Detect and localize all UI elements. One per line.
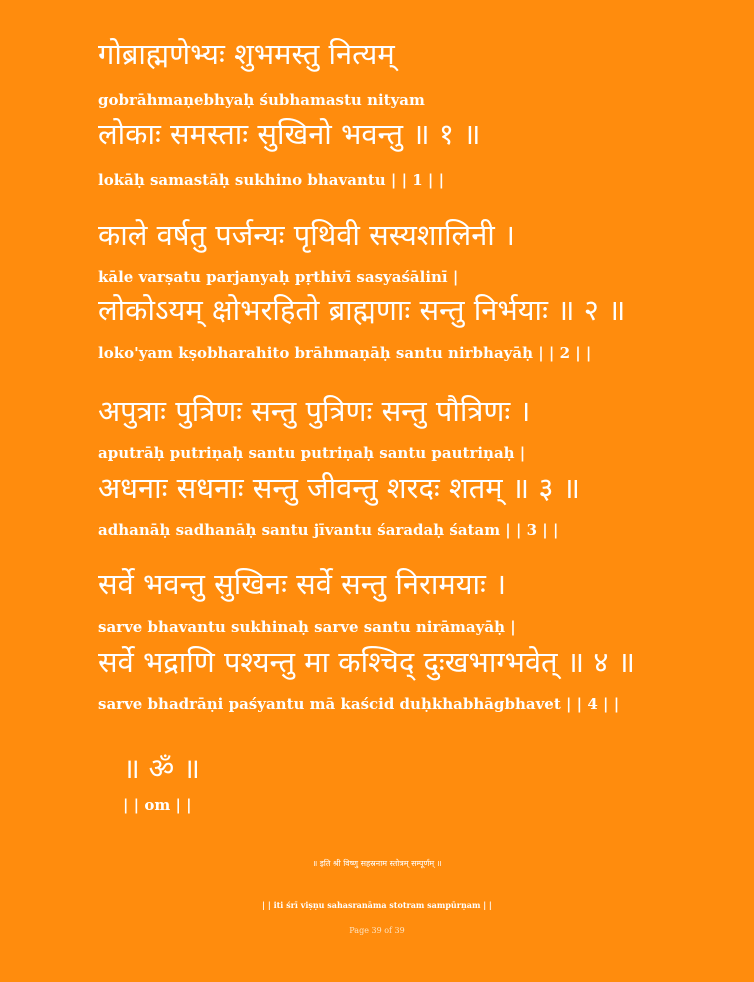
om-devanagari: ॥ ॐ ॥ xyxy=(123,752,200,785)
verse-2-transliteration-line-2: loko'yam kṣobharahito brāhmaṇāḥ santu nirbhayāḥ | | 2 | | xyxy=(98,344,592,362)
verse-4-devanagari-line-1: सर्वे भवन्तु सुखिनः सर्वे सन्तु निरामयाः । xyxy=(98,567,507,601)
verse-2-transliteration-line-1: kāle varṣatu parjanyaḥ pṛthivī sasyaśālinī | xyxy=(98,268,459,286)
closing-transliteration: | | iti śrī viṣṇu sahasranāma stotram sampūrṇam | | xyxy=(262,900,492,910)
verse-1-devanagari-line-1: गोब्राह्मणेभ्यः शुभमस्तु नित्यम् xyxy=(98,37,395,71)
verse-3-devanagari-line-1: अपुत्राः पुत्रिणः सन्तु पुत्रिणः सन्तु पौत्रिणः । xyxy=(98,394,531,428)
closing-devanagari: ॥ इति श्री विष्णु सहस्रनाम स्तोत्रम् सम्पूर्णम् ॥ xyxy=(312,859,442,868)
verse-3-transliteration-line-2: adhanāḥ sadhanāḥ santu jīvantu śaradaḥ śatam | | 3 | | xyxy=(98,521,559,539)
verse-3-devanagari-line-2: अधनाः सधनाः सन्तु जीवन्तु शरदः शतम् ॥ ३ ॥ xyxy=(98,471,581,505)
verse-4-transliteration-line-1: sarve bhavantu sukhinaḥ sarve santu nirāmayāḥ | xyxy=(98,618,516,636)
verse-2-devanagari-line-2: लोकोऽयम् क्षोभरहितो ब्राह्मणाः सन्तु निर्भयाः ॥ २ ॥ xyxy=(98,293,626,327)
verse-1-transliteration-line-2: lokāḥ samastāḥ sukhino bhavantu | | 1 | | xyxy=(98,171,445,189)
verse-1-devanagari-line-2: लोकाः समस्ताः सुखिनो भवन्तु ॥ १ ॥ xyxy=(98,117,481,151)
verse-1-transliteration-line-1: gobrāhmaṇebhyaḥ śubhamastu nityam xyxy=(98,91,425,109)
verse-4-devanagari-line-2: सर्वे भद्राणि पश्यन्तु मा कश्चिद् दुःखभाग्भवेत् ॥ ४ ॥ xyxy=(98,645,635,679)
verse-4-transliteration-line-2: sarve bhadrāṇi paśyantu mā kaścid duḥkhabhāgbhavet | | 4 | | xyxy=(98,695,620,713)
verse-2-devanagari-line-1: काले वर्षतु पर्जन्यः पृथिवी सस्यशालिनी । xyxy=(98,218,516,252)
page-number: Page 39 of 39 xyxy=(349,926,405,935)
verse-3-transliteration-line-1: aputrāḥ putriṇaḥ santu putriṇaḥ santu pautriṇaḥ | xyxy=(98,444,526,462)
om-transliteration: | | om | | xyxy=(123,796,192,814)
